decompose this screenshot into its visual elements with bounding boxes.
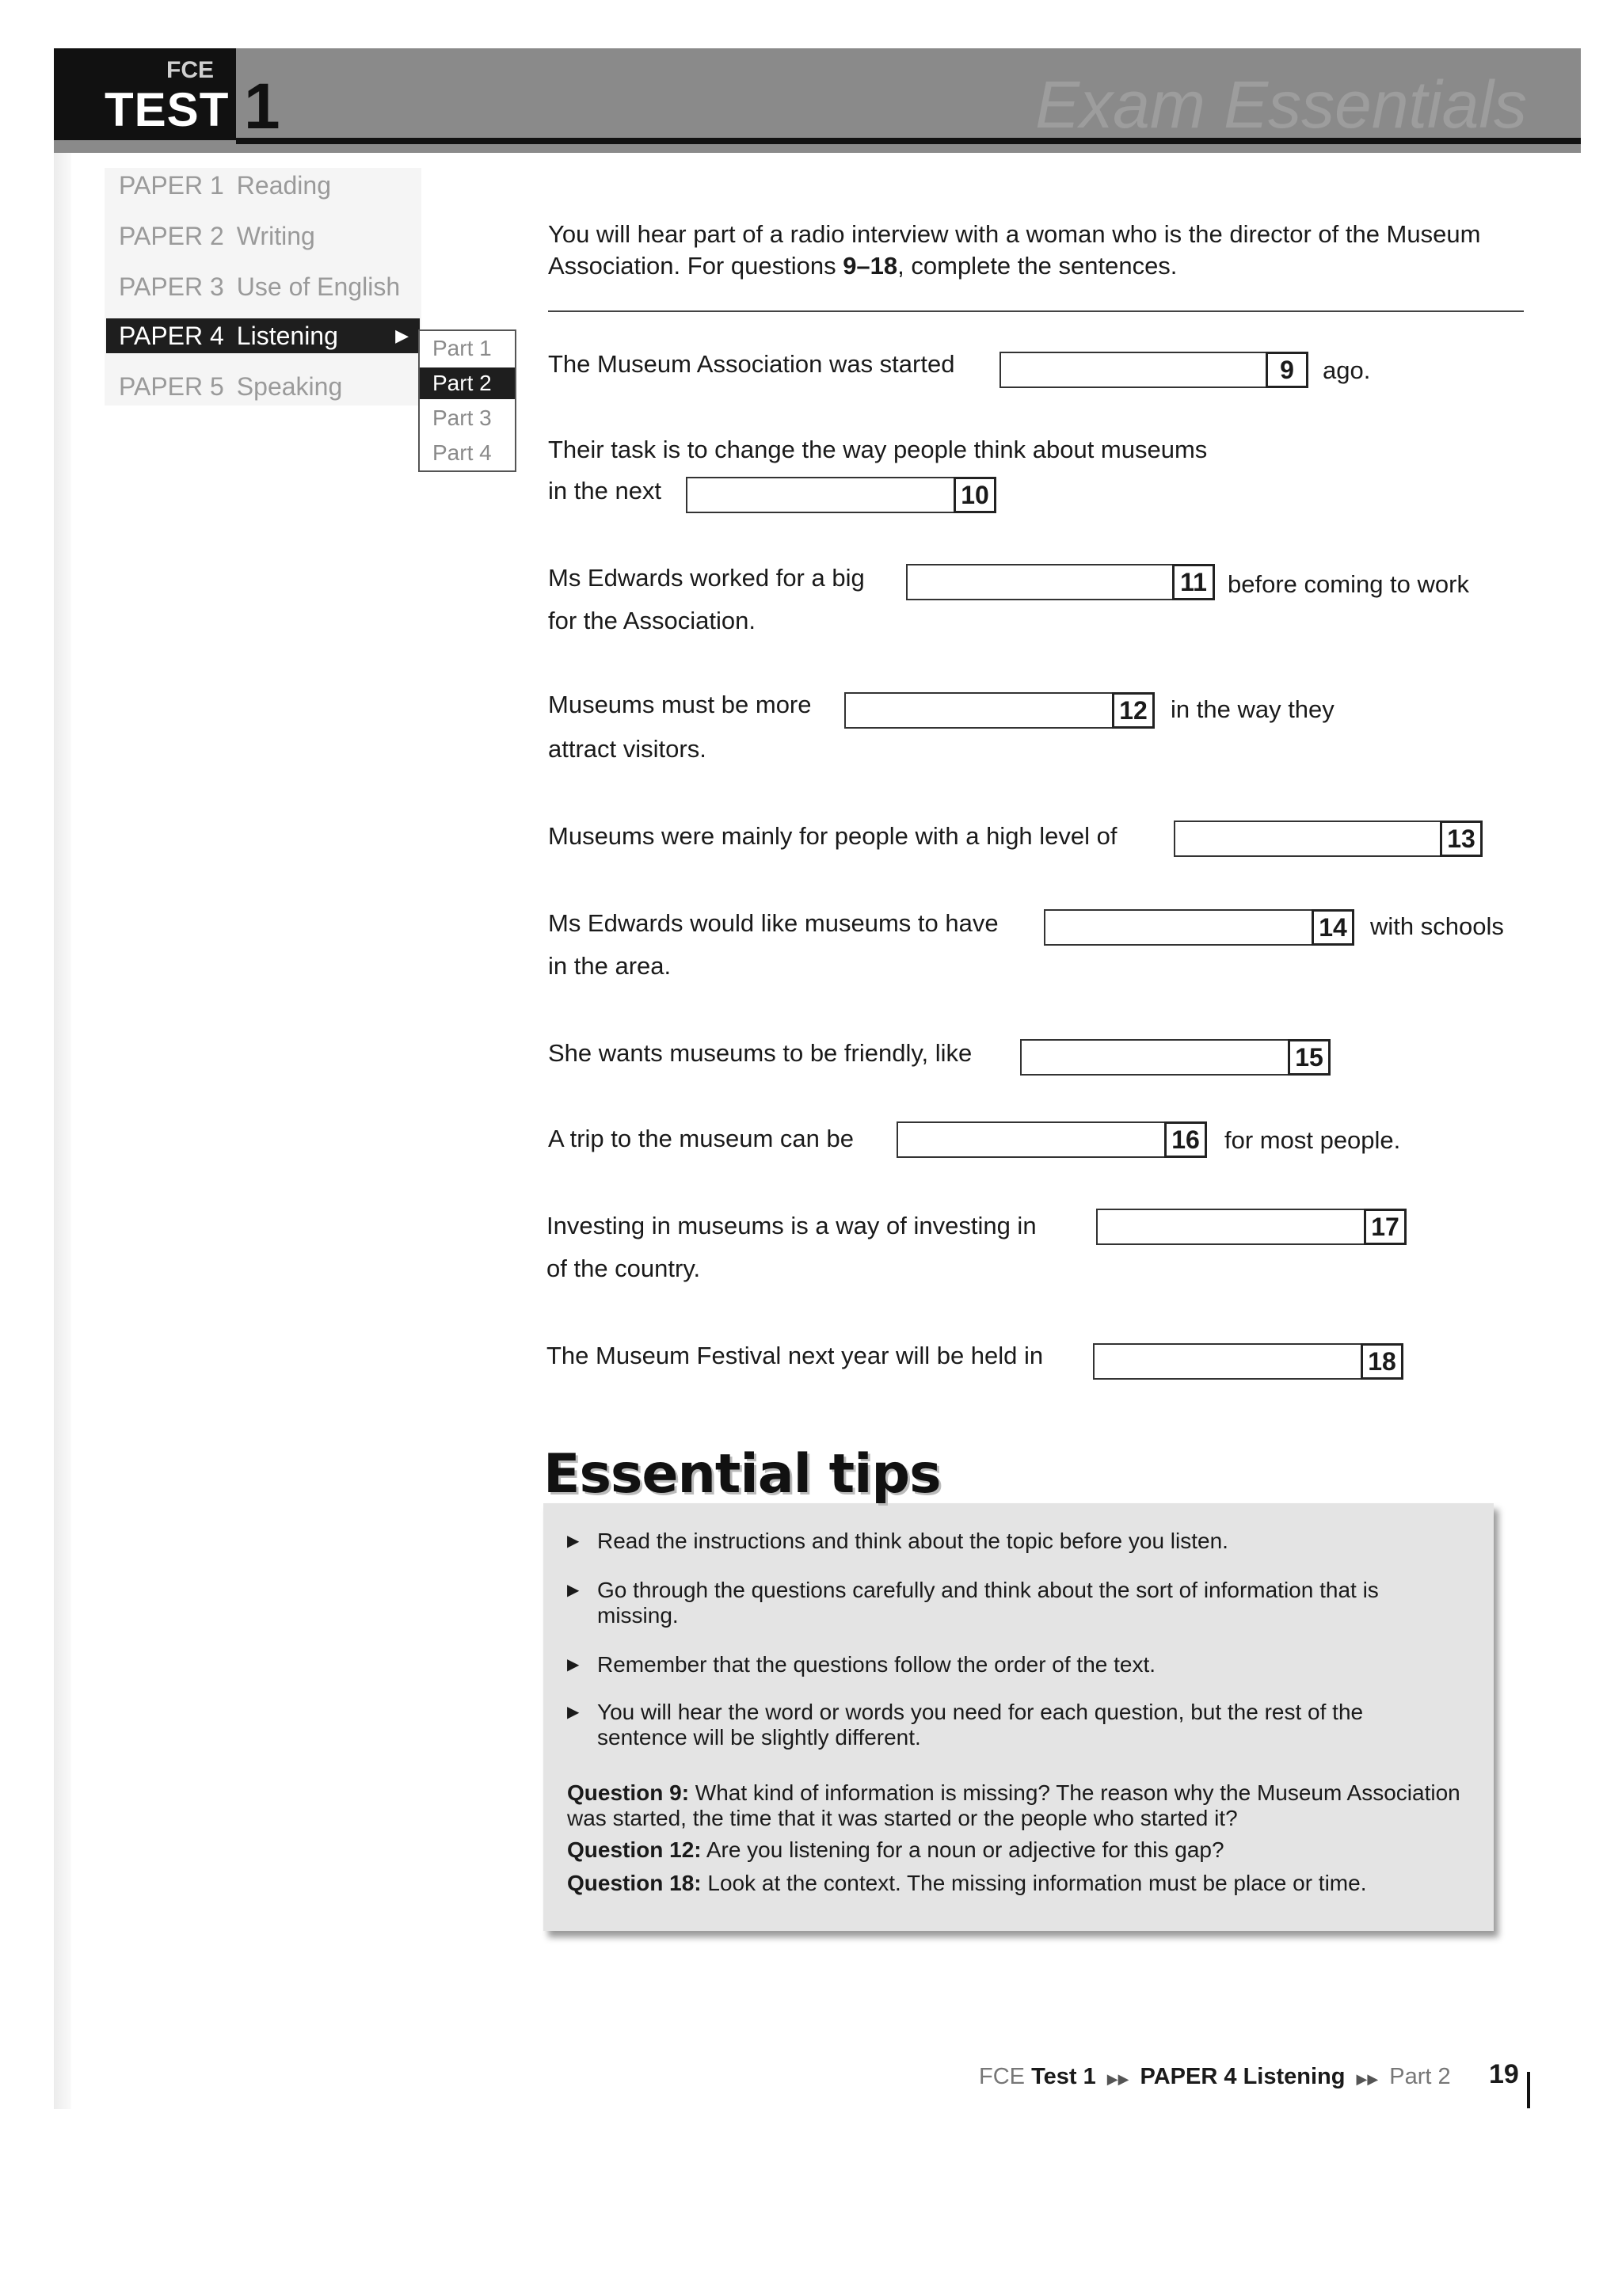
paper-item-use-of-english[interactable] — [106, 269, 420, 304]
instructions — [548, 219, 1530, 282]
question-number: 13 — [1440, 821, 1483, 857]
test-label: TEST — [105, 83, 230, 136]
footer-paper: PAPER 4 — [1140, 2064, 1237, 2089]
question-range: 9–18 — [843, 252, 898, 280]
tip-item — [567, 1529, 1422, 1554]
banner-title: Exam Essentials — [1035, 67, 1527, 142]
paper-item-listening[interactable] — [106, 318, 420, 353]
double-arrow-icon: ▶▶ — [1106, 2071, 1129, 2087]
tip-text: Read the instructions and think about the topic before you listen. — [597, 1529, 1228, 1553]
question-13-text: Museums were mainly for people with a high level of — [548, 822, 1118, 850]
question-number: 17 — [1364, 1209, 1407, 1245]
question-14-text: Ms Edwards would like museums to have — [548, 909, 999, 937]
paper-number: PAPER 2 — [119, 221, 224, 250]
tip-item — [567, 1578, 1422, 1628]
question-12-after: in the way they — [1171, 695, 1335, 723]
bullet-arrow-icon: ▶ — [567, 1656, 580, 1673]
answer-field-17[interactable] — [1096, 1209, 1407, 1245]
question-10-text: in the next — [548, 477, 662, 505]
question-number: 14 — [1312, 909, 1354, 946]
question-number: 9 — [1266, 352, 1308, 388]
note-text: What kind of information is missing? The reason why the Museum Association was started, the time that it was started or the people who started it? — [567, 1780, 1460, 1830]
divider — [548, 310, 1524, 312]
paper-label: Listening — [236, 321, 338, 350]
question-17-next-line: of the country. — [546, 1255, 701, 1282]
note-label: Question 12: — [567, 1837, 702, 1862]
question-12-text: Museums must be more — [548, 691, 812, 718]
part-item-2[interactable]: Part 2 — [420, 367, 515, 399]
answer-field-10[interactable] — [686, 477, 996, 513]
test-number: 1 — [244, 70, 280, 143]
answer-field-12[interactable] — [844, 692, 1155, 729]
question-14-next-line: in the area. — [548, 952, 672, 980]
double-arrow-icon: ▶▶ — [1356, 2071, 1379, 2087]
footer-fce: FCE — [979, 2064, 1025, 2089]
part-item-1[interactable]: Part 1 — [432, 336, 492, 360]
paper-item-writing[interactable] — [106, 219, 420, 253]
question-9-text: The Museum Association was started — [548, 350, 955, 378]
question-11-after: before coming to work — [1228, 570, 1469, 598]
paper-item-speaking[interactable] — [106, 369, 420, 404]
paper-label: Reading — [236, 170, 331, 200]
tips-title: Essential tips — [543, 1443, 941, 1506]
question-note — [567, 1837, 1478, 1863]
answer-field-16[interactable] — [897, 1121, 1207, 1158]
question-18-text: The Museum Festival next year will be held in — [546, 1342, 1044, 1369]
answer-field-13[interactable] — [1174, 821, 1483, 857]
tip-item — [567, 1700, 1422, 1750]
question-16-after: for most people. — [1224, 1126, 1401, 1154]
tip-item — [567, 1652, 1422, 1677]
question-17-text: Investing in museums is a way of investing in — [546, 1212, 1037, 1239]
instructions-text: You will hear part of a radio interview with a woman who is the director of the Museum Association. For questions — [548, 220, 1481, 280]
answer-field-15[interactable] — [1020, 1039, 1331, 1076]
fce-label: FCE — [166, 57, 214, 83]
tip-text: Remember that the questions follow the order of the text. — [597, 1652, 1156, 1677]
instructions-end: , complete the sentences. — [897, 252, 1178, 280]
note-text: Are you listening for a noun or adjective for this gap? — [701, 1837, 1224, 1862]
bullet-arrow-icon: ▶ — [567, 1704, 580, 1721]
paper-number: PAPER 3 — [119, 272, 224, 301]
question-14-after: with schools — [1370, 912, 1504, 940]
page-number-bar — [1527, 2072, 1530, 2108]
paper-label: Speaking — [236, 371, 343, 401]
bullet-arrow-icon: ▶ — [567, 1582, 580, 1599]
question-number: 15 — [1288, 1039, 1331, 1076]
answer-field-11[interactable] — [906, 564, 1215, 600]
paper-label: Writing — [236, 221, 315, 250]
question-11-next-line: for the Association. — [548, 607, 756, 634]
page-number: 19 — [1489, 2059, 1519, 2089]
page-edge-shadow — [54, 153, 71, 2109]
footer-part: Part 2 — [1389, 2064, 1451, 2089]
question-11-text: Ms Edwards worked for a big — [548, 564, 865, 592]
question-note — [567, 1871, 1478, 1896]
paper-label: Use of English — [236, 272, 401, 301]
tip-text: Go through the questions carefully and think about the sort of information that is missing. — [597, 1578, 1379, 1628]
paper-number: PAPER 4 — [119, 321, 224, 350]
question-10-line1: Their task is to change the way people think about museums — [548, 436, 1208, 463]
question-number: 11 — [1172, 564, 1215, 600]
footer-breadcrumb — [979, 2064, 1451, 2090]
tip-text: You will hear the word or words you need for each question, but the rest of the sentence will be slightly different. — [597, 1700, 1364, 1750]
bullet-arrow-icon: ▶ — [567, 1533, 580, 1550]
question-number: 18 — [1361, 1343, 1403, 1380]
answer-field-9[interactable] — [999, 352, 1308, 388]
question-number: 16 — [1164, 1121, 1207, 1158]
paper-number: PAPER 1 — [119, 170, 224, 200]
answer-field-14[interactable] — [1044, 909, 1354, 946]
paper-item-reading[interactable] — [106, 168, 420, 203]
paper-number: PAPER 5 — [119, 371, 224, 401]
part-item-4[interactable]: Part 4 — [432, 440, 492, 465]
note-text: Look at the context. The missing information must be place or time. — [701, 1871, 1367, 1895]
question-15-text: She wants museums to be friendly, like — [548, 1039, 973, 1067]
caret-right-icon: ▶ — [395, 326, 409, 345]
part-item-3[interactable]: Part 3 — [432, 406, 492, 430]
question-16-text: A trip to the museum can be — [548, 1125, 854, 1152]
question-12-next-line: attract visitors. — [548, 735, 706, 763]
note-label: Question 9: — [567, 1780, 690, 1805]
footer-test: Test 1 — [1031, 2064, 1096, 2089]
question-note — [567, 1780, 1478, 1831]
question-9-after: ago. — [1323, 356, 1371, 384]
footer-section: Listening — [1243, 2064, 1346, 2089]
answer-field-18[interactable] — [1093, 1343, 1403, 1380]
question-number: 12 — [1112, 692, 1155, 729]
note-label: Question 18: — [567, 1871, 702, 1895]
question-number: 10 — [954, 477, 996, 513]
